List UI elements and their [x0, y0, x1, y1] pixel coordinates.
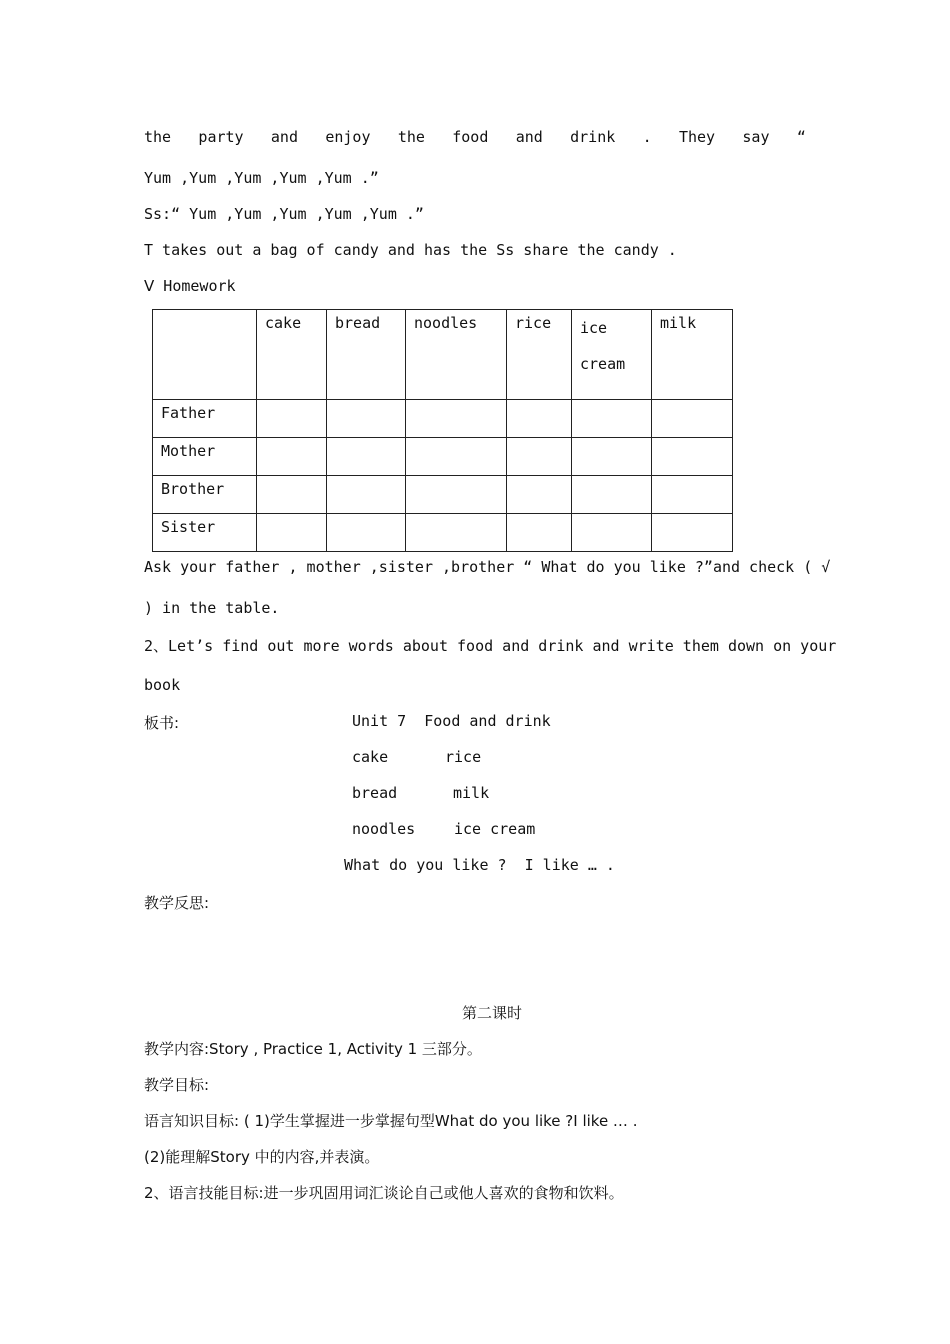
- item2-line-2: book: [144, 676, 181, 694]
- table-cell: [652, 438, 733, 476]
- paragraph-word: food: [452, 128, 489, 146]
- board-sentence: What do you like ? I like … .: [344, 856, 615, 874]
- table-cell: [327, 476, 406, 514]
- paragraph-word: and: [270, 128, 298, 146]
- table-cell: [572, 400, 652, 438]
- table-header-cell: cake: [257, 310, 327, 400]
- table-header-cell: [153, 310, 257, 400]
- lesson2-goals: 教学目标:: [144, 1076, 210, 1094]
- table-cell: [327, 514, 406, 552]
- paragraph-word: say: [742, 128, 770, 146]
- paragraph-word: the: [397, 128, 425, 146]
- board-word: noodles: [352, 820, 416, 838]
- paragraph-word: They: [678, 128, 716, 146]
- table-cell: [652, 476, 733, 514]
- table-header-cell: milk: [652, 310, 733, 400]
- table-header-cell: ice cream: [572, 310, 652, 400]
- lesson2-goal-1b: (2)能理解Story 中的内容,并表演。: [144, 1148, 380, 1166]
- paragraph-word: and: [515, 128, 543, 146]
- board-label: 板书:: [144, 714, 180, 732]
- table-cell: [406, 400, 507, 438]
- lesson2-goal-2: 2、语言技能目标:进一步巩固用词汇谈论自己或他人喜欢的食物和饮料。: [144, 1184, 624, 1202]
- table-cell: [327, 438, 406, 476]
- row-label: Father: [153, 400, 257, 438]
- table-cell: [257, 514, 327, 552]
- row-label: Mother: [153, 438, 257, 476]
- table-cell: [507, 438, 572, 476]
- teacher-line: T takes out a bag of candy and has the Ss share the candy .: [144, 241, 677, 259]
- table-cell: [406, 476, 507, 514]
- table-cell: [257, 400, 327, 438]
- table-header-cell: rice: [507, 310, 572, 400]
- board-word: bread: [352, 784, 398, 802]
- paragraph-word: drink: [570, 128, 616, 146]
- table-cell: [406, 438, 507, 476]
- table-cell: [507, 400, 572, 438]
- table-cell: [572, 438, 652, 476]
- table-cell: [572, 514, 652, 552]
- table-row: [153, 514, 733, 552]
- table-cell: [327, 400, 406, 438]
- paragraph-line-1: [144, 128, 806, 146]
- table-cell: [406, 514, 507, 552]
- table-cell: [257, 476, 327, 514]
- paragraph-word: the: [144, 128, 172, 146]
- board-word: cake: [352, 748, 389, 766]
- row-label: Sister: [153, 514, 257, 552]
- table-header-cell: bread: [327, 310, 406, 400]
- table-cell: [572, 476, 652, 514]
- paragraph-word: .: [642, 128, 652, 146]
- table-header-row: [153, 310, 733, 400]
- lesson2-title: 第二课时: [462, 1004, 523, 1022]
- table-cell: [507, 476, 572, 514]
- table-cell: [652, 400, 733, 438]
- board-word: rice: [445, 748, 482, 766]
- lesson2-goal-1: 语言知识目标: ( 1)学生掌握进一步掌握句型What do you like ?I like … .: [144, 1112, 638, 1130]
- homework-heading: Ⅴ Homework: [144, 277, 236, 295]
- paragraph-word: enjoy: [325, 128, 371, 146]
- ask-line-2: ) in the table.: [144, 599, 280, 617]
- paragraph-word: “: [796, 128, 806, 146]
- paragraph-word: party: [198, 128, 244, 146]
- homework-table: [152, 309, 733, 552]
- table-cell: [507, 514, 572, 552]
- table-row: [153, 438, 733, 476]
- item2-line-1: 2、Let’s find out more words about food and drink and write them down on your: [144, 637, 837, 655]
- table-cell: [652, 514, 733, 552]
- ask-line-1: Ask your father , mother ,sister ,brother “ What do you like ?”and check ( √: [144, 558, 831, 576]
- ss-line: Ss:“ Yum ,Yum ,Yum ,Yum ,Yum .”: [144, 205, 424, 223]
- table-header-cell: noodles: [406, 310, 507, 400]
- board-word: ice cream: [454, 820, 536, 838]
- board-title: Unit 7 Food and drink: [352, 712, 551, 730]
- paragraph-line-2: Yum ,Yum ,Yum ,Yum ,Yum .”: [144, 169, 379, 187]
- lesson2-content: 教学内容:Story , Practice 1, Activity 1 三部分。: [144, 1040, 482, 1058]
- board-word: milk: [453, 784, 490, 802]
- reflection-label: 教学反思:: [144, 894, 210, 912]
- table-row: [153, 400, 733, 438]
- table-row: [153, 476, 733, 514]
- table-cell: [257, 438, 327, 476]
- row-label: Brother: [153, 476, 257, 514]
